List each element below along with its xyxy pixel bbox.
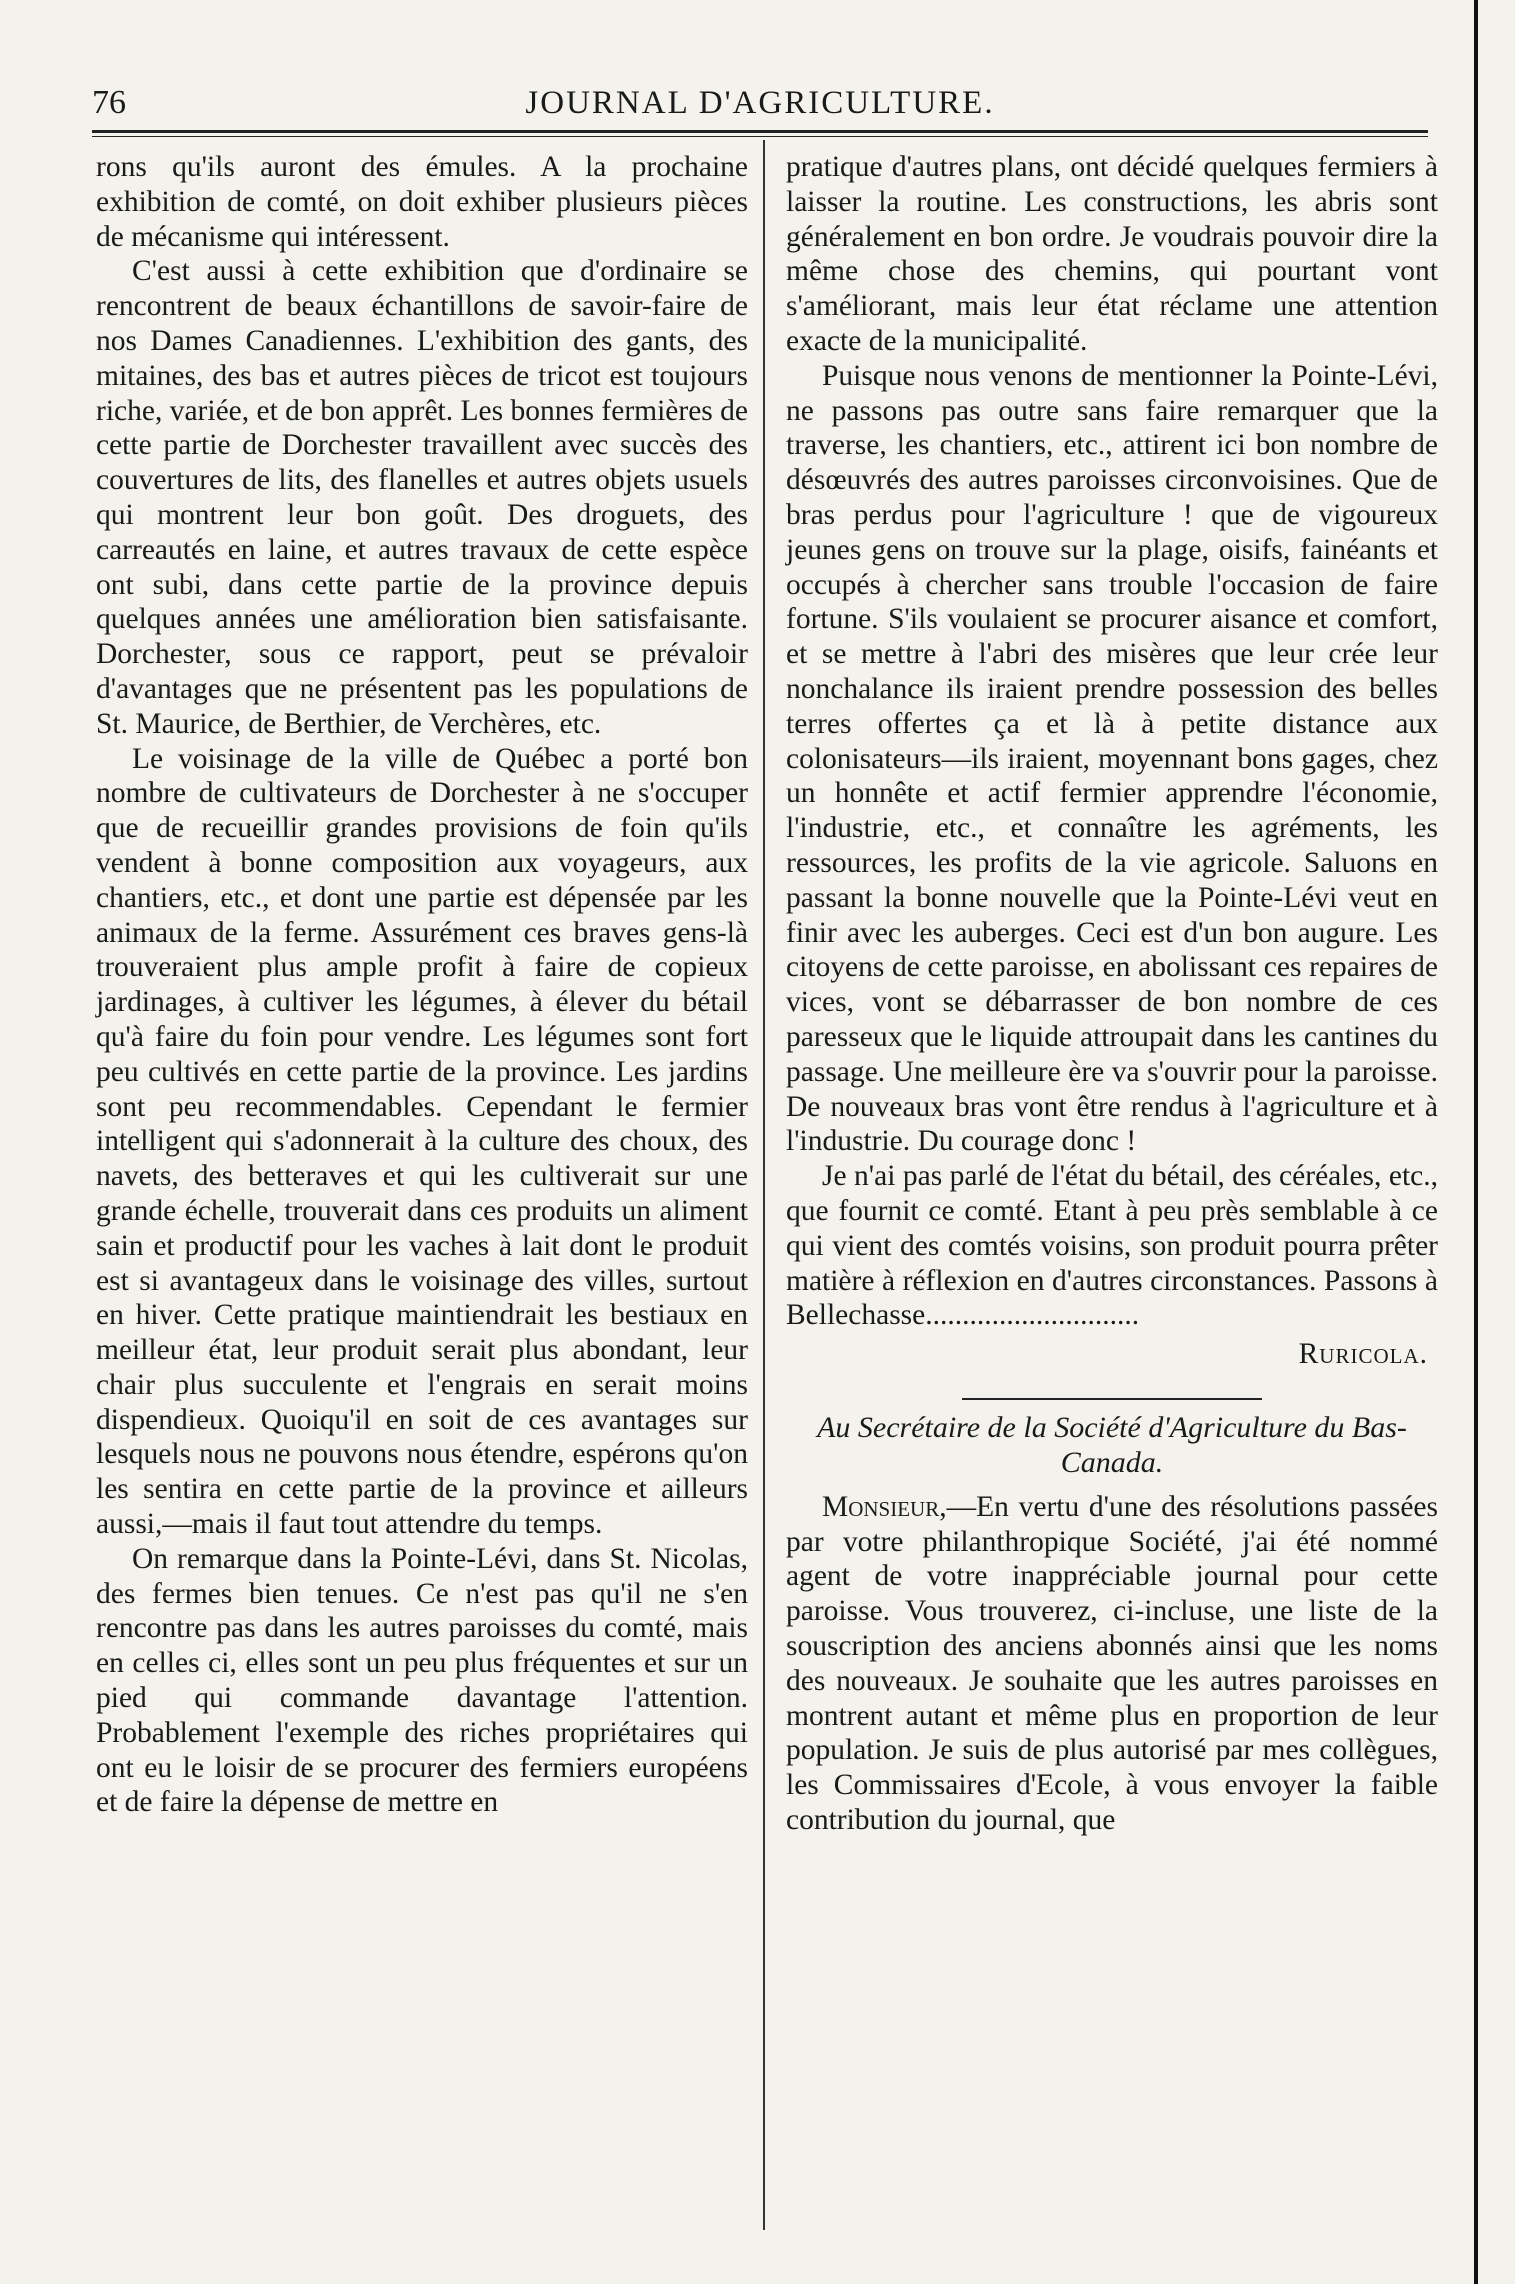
letter-paragraph	[786, 1490, 1438, 1838]
journal-title: JOURNAL D'AGRICULTURE.	[525, 85, 995, 121]
left-paragraph-3: Le voisinage de la ville de Québec a porté bon nombre de cultivateurs de Dorchester à ne s'occuper que de recueillir grandes provisions de foin qu'ils vendent à bonne composition aux voyageurs, aux chantiers, etc., et dont une partie est dépensée par les animaux de la ferme. Assurément ces braves gens-là trouveraient plus ample profit à faire de copieux jardinages, à cultiver les légumes, à élever du bétail qu'à faire du foin pour vendre. Les légumes sont fort peu cultivés en cette partie de la province. Les jardins sont peu recommendables. Cependant le fermier intelligent qui s'adonnerait à la culture des choux, des navets, des betteraves et qui les cultiverait sur une grande échelle, trouverait dans ces produits un aliment sain et productif pour les vaches à lait dont le produit est si avantageux dans le voisinage des villes, surtout en hiver. Cette pratique maintiendrait les bestiaux en meilleur état, leur produit serait plus abondant, leur chair plus succulente et l'engrais en serait moins dispendieux. Quoiqu'il en soit de ces avantages sur lesquels nous ne pouvons nous étendre, espérons qu'on les sentira en cette partie de la province et ailleurs aussi,—mais il faut tout attendre du temps.	[96, 742, 748, 1541]
right-paragraph-1: pratique d'autres plans, ont décidé quelques fermiers à laisser la routine. Les constructions, les abris sont généralement en bon ordre. Je voudrais pouvoir dire la même chose des chemins, qui pourtant vont s'améliorant, mais leur état réclame une attention exacte de la municipalité.	[786, 151, 1438, 357]
left-paragraph-2: C'est aussi à cette exhibition que d'ordinaire se rencontrent de beaux échantillons de savoir-faire de nos Dames Canadiennes. L'exhibition des gants, des mitaines, des bas et autres pièces de tricot est toujours riche, variée, et de bon apprêt. Les bonnes fermières de cette partie de Dorchester travaillent avec succès des couvertures de lits, des flanelles et autres objets usuels qui montrent leur bon goût. Des droguets, des carreautés en laine, et autres travaux de cette espèce ont subi, dans cette partie de la province depuis quelques années une amélioration bien satisfaisante. Dorchester, sous ce rapport, peut se prévaloir d'avantages que ne présentent pas les populations de St. Maurice, de Berthier, de Verchères, etc.	[96, 255, 748, 740]
header-rule	[92, 130, 1428, 137]
page-number: 76	[92, 84, 126, 121]
section-rule	[962, 1398, 1262, 1400]
left-paragraph-1: rons qu'ils auront des émules. A la prochaine exhibition de comté, on doit exhiber plusieurs pièces de mécanisme qui intéressent.	[96, 151, 748, 253]
salutation: Monsieur,	[822, 1490, 947, 1523]
letter-body: —En vertu d'une des résolutions passées par votre philanthropique Société, j'ai été nommé agent de votre inappréciable journal pour cette paroisse. Vous trouverez, ci-incluse, une liste de la souscription des anciens abonnés ainsi que les noms des nouveaux. Je souhaite que les autres paroisses en montrent autant et même plus en proportion de leur population. Je suis de plus autorisé par mes collègues, les Commissaires d'Ecole, à vous envoyer la faible contribution du journal, que	[786, 1490, 1438, 1837]
right-paragraph-3: Je n'ai pas parlé de l'état du bétail, des céréales, etc., que fournit ce comté. Etant à peu près semblable à ce qui vient des comtés voisins, son produit pourra prêter matière à réflexion en d'autres circonstances. Passons à Bellechasse.............................	[786, 1160, 1438, 1332]
letter-heading: Au Secrétaire de la Société d'Agriculture du Bas-Canada.	[817, 1410, 1407, 1479]
left-paragraph-4: On remarque dans la Pointe-Lévi, dans St. Nicolas, des fermes bien tenues. Ce n'est pas qu'il ne s'en rencontre pas dans les autres paroisses du comté, mais en celles ci, elles sont un peu plus fréquentes et sur un pied qui commande davantage l'attention. Probablement l'exemple des riches propriétaires qui ont eu le loisir de se procurer des fermiers européens et de faire la dépense de mettre en	[96, 1542, 748, 1819]
page-header	[92, 78, 1428, 128]
page-edge-line	[1474, 0, 1478, 2284]
right-paragraph-2: Puisque nous venons de mentionner la Pointe-Lévi, ne passons pas outre sans faire remarquer que la traverse, les chantiers, etc., attirent ici bon nombre de désœuvrés des autres paroisses circonvoisines. Que de bras perdus pour l'agriculture ! que de vigoureux jeunes gens on trouve sur la plage, oisifs, fainéants et occupés à chercher sans trouble l'occasion de faire fortune. S'ils voulaient se procurer aisance et comfort, et se mettre à l'abri des misères que leur crée leur nonchalance ils iraient prendre possession des belles terres offertes ça et là à petite distance aux colonisateurs—ils iraient, moyennant bons gages, chez un honnête et actif fermier apprendre l'économie, l'industrie, etc., et connaître les agréments, les ressources, les profits de la vie agricole. Saluons en passant la bonne nouvelle que la Pointe-Lévi veut en finir avec les auberges. Ceci est d'un bon augure. Les citoyens de cette paroisse, en abolissant ces repaires de vices, vont se débarrasser de bon nombre de ces paresseux que le liquide attroupait dans les cantines du passage. Une meilleure ère va s'ouvrir pour la paroisse. De nouveaux bras vont être rendus à l'agriculture et à l'industrie. Du courage donc !	[786, 359, 1438, 1158]
left-column	[96, 150, 748, 1820]
right-column	[786, 150, 1438, 1838]
column-divider	[763, 140, 765, 2230]
signature: Ruricola.	[1298, 1338, 1428, 1371]
